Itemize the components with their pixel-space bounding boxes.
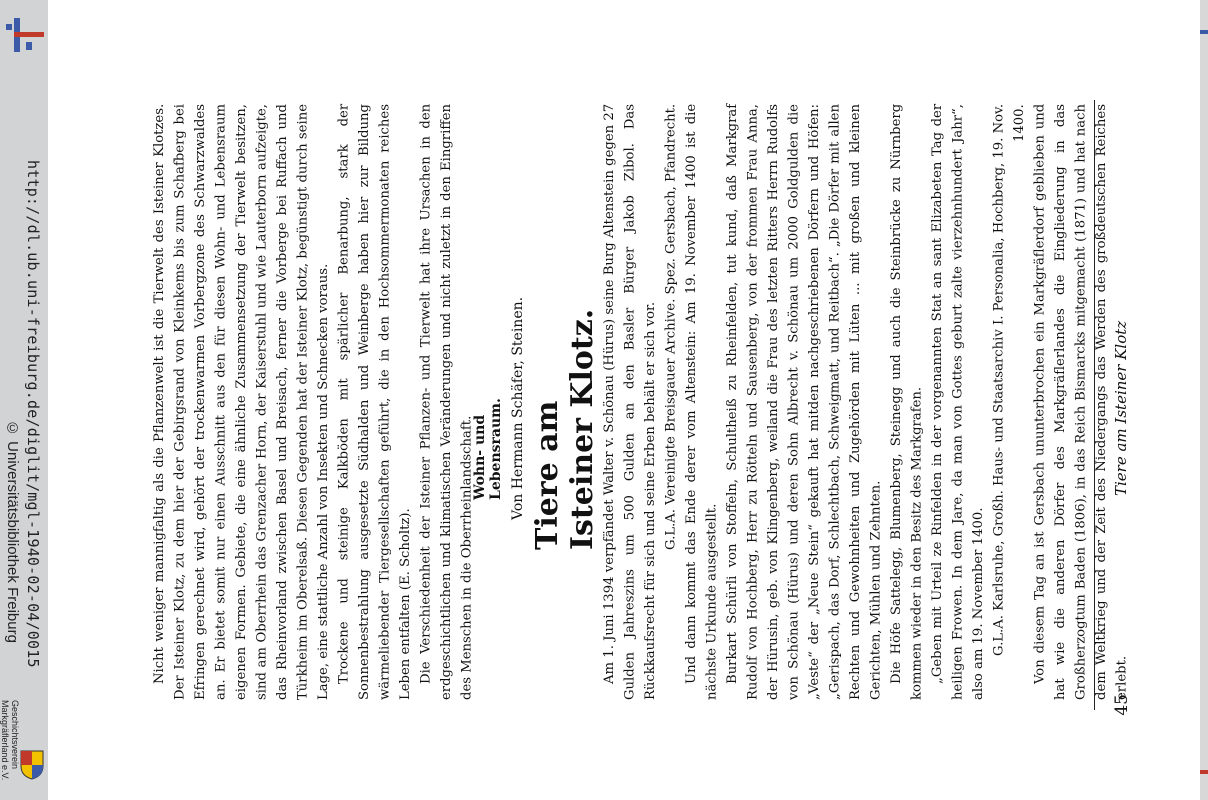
source-citation: G.L.A. Vereinigte Breisgauer Archive. Spez. Gersbach, Pfandrecht. bbox=[663, 104, 679, 551]
article-byline: Von Hermann Schäfer, Steinen. bbox=[510, 296, 526, 520]
paragraph: Trockene und steinige Kalkböden mit spärlicher Benarbung, stark der Sonnenbestrahlung ausgesetzte Südhalden und Weinberge haben hier zur Bildung wärmeliebender Tiergesellschaften geführt, die in den Hochsommermonaten reiches Leben entfalten (E. Scholtz). bbox=[336, 104, 413, 700]
document-page bbox=[150, 80, 1150, 730]
paragraph: Am 1. Juni 1394 verpfändet Walter v. Schönau (Hürus) seine Burg Altenstein gegen 27 Gulden Jahreszins um 500 Gulden an den Basler Bürger Jakob Zibol. Das Rückkaufsrecht für sich und seine Erben behält er sich vor. bbox=[602, 104, 658, 700]
coat-of-arms-icon bbox=[20, 750, 44, 780]
association-name bbox=[0, 700, 20, 780]
paragraph: Burkart Schürli von Stoffeln, Schultheiß zu Rheinfelden, tut kund, daß Markgraf Rudolf von Hochberg, Herr zu Rötteln und Sausenberg, von der frommen Frau Anna, der Hürusin, geb. von Klingenberg, weiland die Frau des letzten Ritters Herrn Rudolfs von Schönau (Hürus) und deren Sohn Albrecht v. Schönau um 2000 Goldgulden die „Veste“ der „Neue Stein“ gekauft hat mitden nachgeschriebenen Dörfern und Höfen: „Gerispach, das Dorf, Schlechtbach, Schweigmatt, und Reitbach“. „Die Dörfer mit allen Rechten und Gewohnheiten und Zugehörden mit Lüten ... mit großen und kleinen Gerichten, Mühlen und Zehnten. bbox=[725, 104, 884, 700]
paragraph: Und dann kommt das Ende derer vom Altenstein: Am 19. November 1400 ist die nächste Urkunde ausgestellt. bbox=[684, 104, 720, 700]
association-line-2: Markgräflerland e.V. bbox=[0, 700, 10, 781]
copyright-notice: © Universitätsbibliothek Freiburg bbox=[4, 420, 21, 643]
paragraph: Nicht weniger mannigfaltig als die Pflanzenwelt ist die Tierwelt des Isteiner Klotzes. Der Isteiner Klotz, zu dem hier der Gebirgsrand von Kleinkems bis zum Schafberg bei Efringen gerechnet wird, gehört der trockenwarmen Vorbergzone des Schwarzwaldes an. Er bietet somit nur einen Ausschnitt aus den für diesen Wohn- und Lebensraum eigenen Formen. Gebiete, die eine ähnliche Zusammensetzung der Tierwelt besitzen, sind am Oberrhein das Grenzacher Horn, der Kaiserstuhl und wie Lauterborn aufzeigte, das Rheinvorland zwischen Basel und Breisach, ferner die Vorberge bei Ruffach und Türkheim im Oberelsaß. Diesen Gegenden hat der Isteiner Klotz, begünstigt durch seine Lage, eine stattliche Anzahl von Insekten und Schnecken voraus. bbox=[152, 104, 331, 700]
column-2 bbox=[150, 104, 475, 700]
source-citation: G.L.A. Karlsruhe, Großh. Haus- und Staatsarchiv I. Personalia, Hochberg, 19. Nov. 1400. bbox=[991, 104, 1027, 657]
section-heading: Wohn- und Lebensraum. bbox=[472, 398, 504, 500]
paragraph: Von diesem Tag an ist Gersbach ununterbrochen ein Markgräflerdorf geblieben und hat wie die anderen Dörfer des Markgräflerlandes die Eingliederung in das Großherzogtum Baden (1806), in das Reich Bismarcks mitgemacht (1871) und hat nach dem Weltkrieg und der Zeit des Niedergangs das Werden des großdeutschen Reiches erlebt. bbox=[1032, 104, 1130, 700]
page-number: 45 bbox=[1112, 694, 1132, 716]
right-scrollbar[interactable] bbox=[1200, 0, 1208, 800]
association-line-1: Geschichtsverein bbox=[10, 700, 20, 770]
article-title: Tiere am Isteiner Klotz. bbox=[530, 308, 600, 550]
paragraph: Die Verschiedenheit der Isteiner Pflanzen- und Tierwelt hat ihre Ursachen in den erdgeschichtlichen und klimatischen Veränderungen und nicht zuletzt in den Eingriffen des Menschen in die Oberrheinlandschaft. bbox=[418, 104, 475, 700]
library-logo-icon bbox=[0, 18, 44, 52]
scroll-marker bbox=[1200, 770, 1208, 774]
paragraph: „Geben mit Urteil ze Rinfelden in der vorgenannten Stat an sant Elizabeten Tag der heiligen Frowen. In dem Jare, da man von Gottes geburt zalte vierzehnhundert Jahr“, also am 19. November 1400. bbox=[930, 104, 986, 700]
running-head: Tiere am Isteiner Klotz bbox=[1112, 320, 1130, 496]
source-url[interactable]: http://dl.ub.uni-freiburg.de/diglit/mgl-1940-02-04/0015 bbox=[24, 160, 42, 668]
viewer-sidebar bbox=[0, 0, 48, 800]
paragraph: Die Höfe Sattelegg, Blumenberg, Steinegg und auch die Steinbrücke zu Nürnberg kommen wieder in den Besitz des Markgrafen. bbox=[889, 104, 925, 700]
scroll-marker bbox=[1200, 30, 1208, 34]
